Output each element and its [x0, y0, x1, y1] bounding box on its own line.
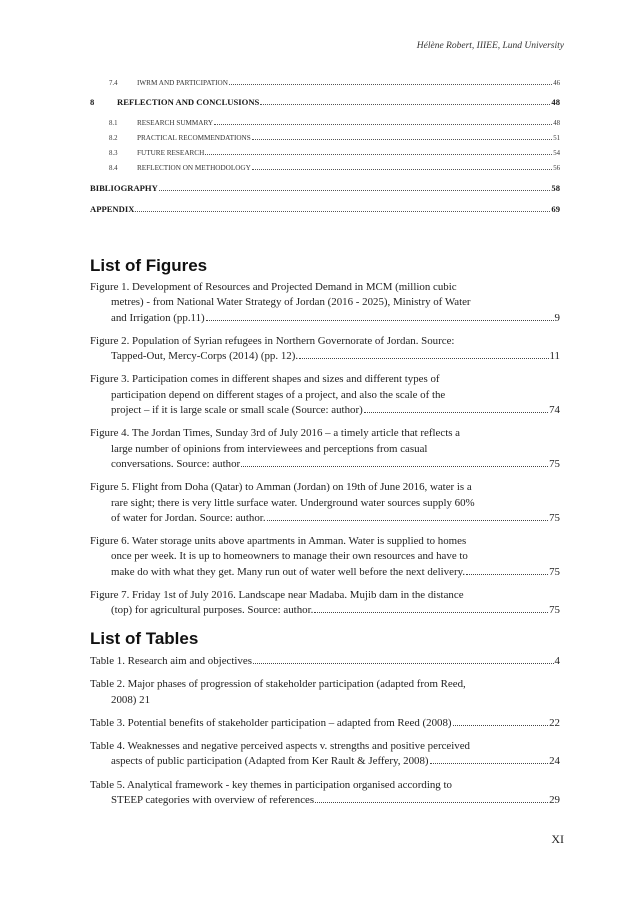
toc-title: APPENDIX — [90, 204, 135, 214]
dot-leader — [253, 655, 554, 664]
toc-entry[interactable] — [90, 149, 560, 164]
list-of-figures — [90, 280, 560, 627]
entry-line: Figure 3. Participation comes in different shapes and sizes and different types of — [90, 373, 440, 386]
toc-number: 8.1 — [109, 120, 118, 127]
toc-chapter[interactable] — [90, 97, 560, 119]
entry-line: Figure 7. Friday 1st of July 2016. Landscape near Madaba. Mujib dam in the distance — [90, 589, 464, 602]
table-of-contents — [90, 79, 560, 220]
toc-page: 46 — [553, 80, 560, 87]
entry-line: participation depend on different stages of a project, and also the scale of the — [111, 388, 446, 401]
entry-last-line — [90, 349, 560, 364]
toc-entry[interactable] — [90, 79, 560, 97]
toc-page: 48 — [551, 97, 560, 107]
entry-page: 74 — [549, 404, 560, 417]
entry-last-line — [90, 311, 560, 326]
entry-text: make do with what they get. Many run out of water well before the next delivery. — [111, 565, 466, 578]
toc-entry[interactable] — [90, 134, 560, 149]
entry-text: project – if it is large scale or small scale (Source: author) — [111, 404, 363, 417]
table-entry[interactable] — [90, 654, 560, 669]
entry-page: 24 — [549, 755, 560, 768]
toc-page: 51 — [553, 135, 560, 142]
entry-line: 2008) 21 — [111, 693, 151, 706]
entry-line: Table 4. Weaknesses and negative perceived aspects v. strengths and positive perceived — [90, 740, 471, 753]
entry-last-line — [90, 457, 560, 472]
entry-page: 11 — [549, 350, 560, 363]
dot-leader — [260, 98, 550, 105]
entry-text: and Irrigation (pp.11) — [111, 311, 205, 324]
toc-entry[interactable] — [90, 119, 560, 134]
table-entry[interactable] — [90, 778, 560, 809]
entry-text: of water for Jordan. Source: author. — [111, 511, 266, 524]
entry-line: once per week. It is up to homeowners to manage their own resources and have to — [111, 550, 468, 563]
entry-line: Figure 1. Development of Resources and Projected Demand in MCM (million cubic — [90, 281, 457, 293]
figure-entry[interactable] — [90, 534, 560, 580]
dot-leader — [205, 149, 552, 155]
page-number: XI — [551, 832, 564, 846]
dot-leader — [159, 184, 551, 191]
dot-leader — [229, 79, 552, 85]
figure-entry[interactable] — [90, 480, 560, 526]
toc-title: RESEARCH SUMMARY — [137, 119, 214, 127]
figure-entry[interactable] — [90, 334, 560, 365]
entry-page: 4 — [554, 655, 560, 667]
entry-line — [90, 716, 560, 731]
entry-line: Figure 4. The Jordan Times, Sunday 3rd of July 2016 – a timely article that reflects a — [90, 427, 461, 440]
figure-entry[interactable] — [90, 372, 560, 418]
toc-title: REFLECTION AND CONCLUSIONS — [117, 97, 260, 107]
entry-last-line — [90, 603, 560, 618]
dot-leader — [135, 205, 550, 212]
toc-bibliography[interactable] — [90, 183, 560, 204]
list-of-tables-heading: List of Tables — [90, 629, 199, 648]
toc-number: 8.2 — [109, 135, 118, 142]
dot-leader — [252, 164, 552, 170]
entry-last-line — [90, 403, 560, 418]
entry-line: large number of opinions from interviewees and perceptions from casual — [111, 442, 428, 455]
toc-page: 48 — [553, 120, 560, 127]
entry-page: 9 — [554, 311, 560, 324]
entry-line: Figure 5. Flight from Doha (Qatar) to Amman (Jordan) on 19th of June 2016, water is a — [90, 481, 472, 494]
list-of-tables — [90, 654, 560, 816]
dot-leader — [314, 604, 548, 613]
dot-leader — [299, 350, 548, 359]
toc-title: IWRM AND PARTICIPATION — [137, 79, 228, 87]
dot-leader — [453, 717, 549, 726]
entry-line: metres) - from National Water Strategy of Jordan (2016 - 2025), Ministry of Water — [111, 296, 471, 309]
toc-page: 54 — [553, 150, 560, 157]
figure-entry[interactable] — [90, 280, 560, 326]
entry-text: Tapped-Out, Mercy-Corps (2014) (pp. 12). — [111, 350, 299, 363]
dot-leader — [252, 134, 552, 140]
dot-leader — [267, 512, 549, 521]
entry-page: 29 — [549, 794, 560, 807]
entry-text: Table 3. Potential benefits of stakeholder participation – adapted from Reed (2008) — [90, 716, 452, 729]
entry-text: conversations. Source: author — [111, 457, 241, 470]
entry-page: 75 — [549, 511, 560, 524]
entry-last-line — [90, 565, 560, 580]
toc-entry[interactable] — [90, 164, 560, 183]
entry-page: 22 — [549, 716, 560, 729]
dot-leader — [430, 755, 549, 764]
entry-last-line — [90, 511, 560, 526]
entry-text: Table 1. Research aim and objectives — [90, 655, 252, 667]
dot-leader — [214, 119, 552, 125]
toc-title: PRACTICAL RECOMMENDATIONS — [137, 134, 251, 142]
entry-line — [90, 654, 560, 669]
dot-leader — [364, 404, 548, 413]
toc-number: 7.4 — [109, 80, 118, 87]
page-header: Hélène Robert, IIIEE, Lund University — [416, 41, 564, 51]
toc-page: 56 — [553, 165, 560, 172]
toc-page: 69 — [551, 204, 560, 214]
entry-last-line — [90, 754, 560, 769]
table-entry[interactable] — [90, 716, 560, 731]
toc-number: 8 — [90, 97, 95, 107]
dot-leader — [241, 458, 548, 467]
entry-page: 75 — [549, 604, 560, 617]
figure-entry[interactable] — [90, 588, 560, 619]
dot-leader — [466, 566, 548, 575]
toc-page: 58 — [551, 183, 560, 193]
entry-text: STEEP categories with overview of references — [111, 794, 315, 807]
entry-line: Table 2. Major phases of progression of stakeholder participation (adapted from Reed, — [90, 678, 466, 691]
list-of-figures-heading: List of Figures — [90, 256, 208, 275]
dot-leader — [206, 311, 554, 320]
entry-line: Figure 2. Population of Syrian refugees in Northern Governorate of Jordan. Source: — [90, 334, 455, 347]
toc-appendix[interactable] — [90, 204, 560, 220]
entry-text: aspects of public participation (Adapted from Ker Rault & Jeffery, 2008) — [111, 755, 429, 768]
entry-page: 75 — [549, 565, 560, 578]
toc-title: FUTURE RESEARCH — [137, 149, 205, 157]
figure-entry[interactable] — [90, 426, 560, 472]
entry-line: rare sight; there is very little surface water. Underground water sources supply 60% — [111, 496, 475, 509]
entry-page: 75 — [549, 457, 560, 470]
entry-line: Table 5. Analytical framework - key themes in participation organised according to — [90, 778, 452, 791]
toc-subsections — [90, 119, 560, 183]
entry-line: Figure 6. Water storage units above apartments in Amman. Water is supplied to homes — [90, 535, 467, 548]
entry-last-line — [90, 793, 560, 808]
toc-number: 8.4 — [109, 165, 118, 172]
toc-title: BIBLIOGRAPHY — [90, 183, 158, 193]
dot-leader — [315, 794, 548, 803]
toc-title: REFLECTION ON METHODOLOGY — [137, 164, 251, 172]
table-entry[interactable] — [90, 677, 560, 708]
toc-number: 8.3 — [109, 150, 118, 157]
table-entry[interactable] — [90, 739, 560, 770]
entry-text: (top) for agricultural purposes. Source: author. — [111, 604, 314, 617]
